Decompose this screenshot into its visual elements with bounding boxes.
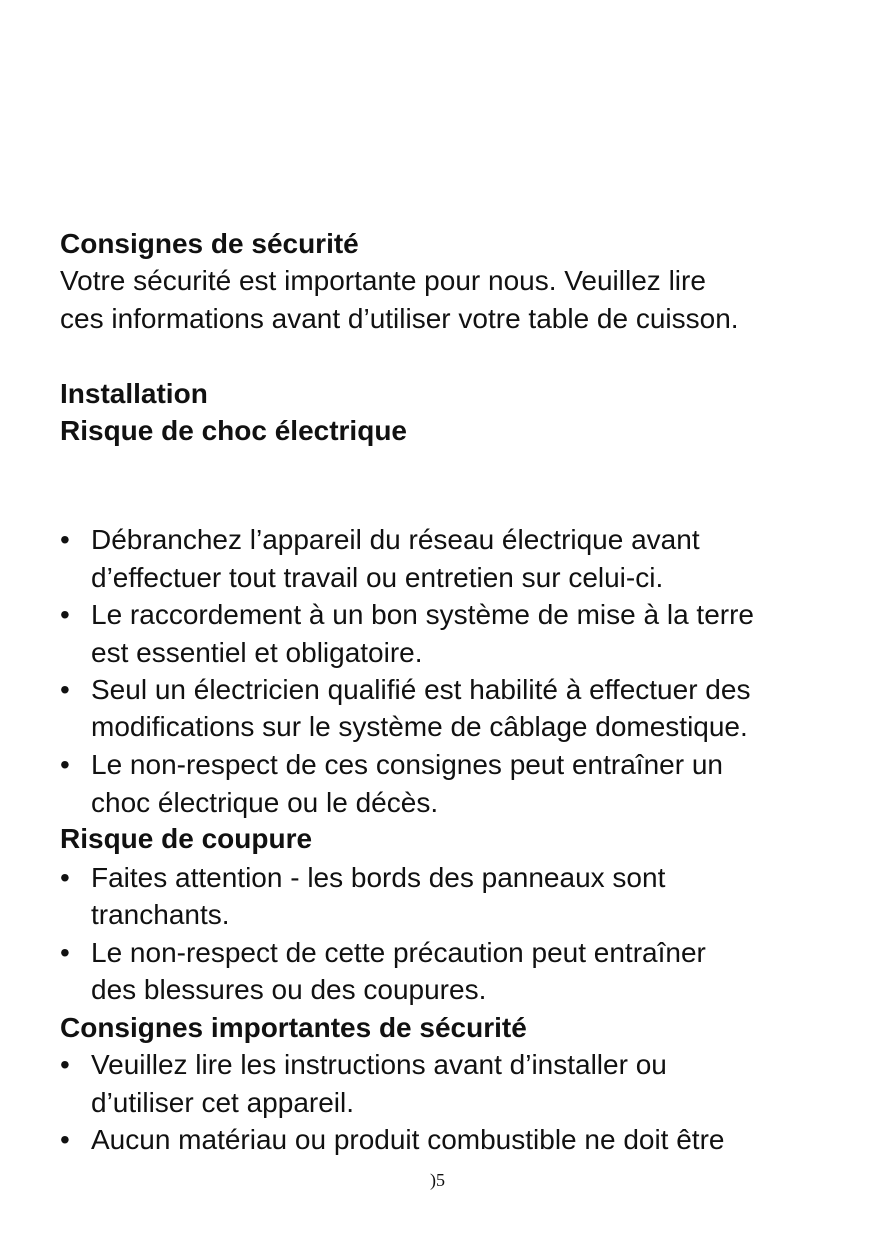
bullet-icon: • xyxy=(60,749,70,780)
intro-text-line: Votre sécurité est importante pour nous. Veuillez lire xyxy=(60,265,706,296)
subheading-important-safety: Consignes importantes de sécurité xyxy=(60,1012,527,1043)
page-number: )5 xyxy=(430,1170,445,1190)
section-heading-safety: Consignes de sécurité xyxy=(60,228,359,259)
bullet-icon: • xyxy=(60,1124,70,1155)
bullet-icon: • xyxy=(60,862,70,893)
bullet-icon: • xyxy=(60,1049,70,1080)
section-heading-installation: Installation xyxy=(60,378,208,409)
subheading-cut-risk: Risque de coupure xyxy=(60,823,313,854)
bullet-icon: • xyxy=(60,674,70,705)
subheading-electric-shock: Risque de choc électrique xyxy=(60,415,407,446)
bullet-icon: • xyxy=(60,937,70,968)
bullet-icon: • xyxy=(60,524,70,555)
intro-text-line: ces informations avant d’utiliser votre table de cuisson. xyxy=(60,303,739,334)
bullet-icon: • xyxy=(60,599,70,630)
